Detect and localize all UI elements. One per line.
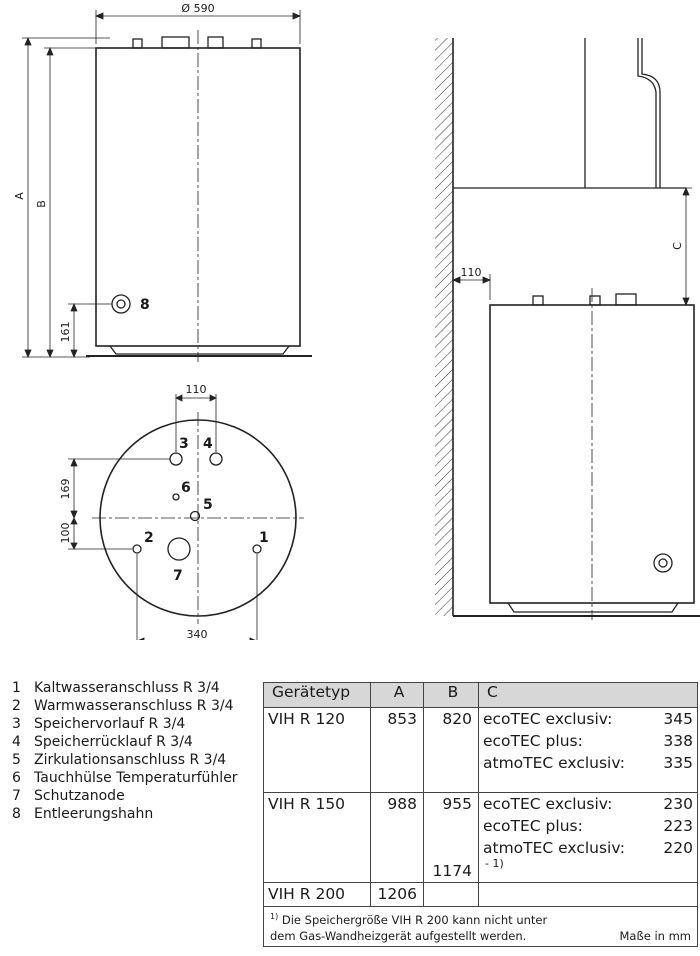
dim-offset-169: 169	[59, 478, 72, 500]
side-view	[435, 38, 700, 620]
cell-type: VIH R 150	[264, 793, 371, 883]
cell-type: VIH R 120	[264, 708, 371, 793]
legend-item: 6 Tauchhülse Temperaturfühler	[12, 770, 238, 786]
header-c: C	[479, 683, 698, 708]
dim-offset-100: 100	[59, 522, 72, 544]
legend-item: 5 Zirkulationsanschluss R 3/4	[12, 752, 227, 768]
marker-6: 6	[181, 480, 191, 496]
marker-8: 8	[140, 297, 150, 313]
dim-drain-height: 161	[59, 321, 72, 343]
table-footnote	[264, 907, 698, 947]
legend-item: 2 Warmwasseranschluss R 3/4	[12, 698, 234, 714]
footnote-ref: - 1)	[485, 857, 504, 870]
legend-item: 7 Schutzanode	[12, 788, 125, 804]
footnote-line1: Die Speichergröße VIH R 200 kann nicht unter	[281, 912, 548, 927]
dim-height-b: B	[35, 200, 48, 208]
table-row	[264, 883, 698, 907]
dim-clearance-c: C	[671, 242, 684, 250]
table-header	[264, 683, 698, 708]
table-row	[264, 793, 698, 883]
table-row	[264, 708, 698, 793]
legend-item: 1 Kaltwasseranschluss R 3/4	[12, 680, 220, 696]
cell-a: 988	[371, 793, 424, 883]
dim-top-spacing: 110	[185, 383, 207, 396]
dimension-table	[263, 682, 698, 947]
marker-5: 5	[203, 497, 213, 513]
header-a: A	[371, 683, 424, 708]
legend-item: 3 Speichervorlauf R 3/4	[12, 716, 186, 732]
dim-height-a: A	[13, 192, 26, 200]
dim-wall-gap: 110	[460, 266, 482, 279]
header-type: Gerätetyp	[264, 683, 371, 708]
marker-3: 3	[179, 436, 189, 452]
header-b: B	[424, 683, 479, 708]
footnote-line2: dem Gas-Wandheizgerät aufgestellt werden.	[270, 928, 527, 943]
marker-1: 1	[259, 530, 269, 546]
cell-c: ecoTEC exclusiv: 345 ecoTEC plus: 338 atmoTEC exclusiv: 335	[479, 708, 698, 793]
marker-4: 4	[203, 436, 213, 452]
dim-diameter: Ø 590	[181, 2, 215, 15]
cell-b-r200: 1174	[432, 862, 472, 880]
dim-base-width: 340	[186, 628, 208, 640]
marker-2: 2	[144, 530, 154, 546]
side-dimensions	[453, 188, 692, 305]
cell-a: 1206	[371, 883, 424, 907]
footnote-mark: 1)	[270, 912, 279, 921]
legend-item: 4 Speicherrücklauf R 3/4	[12, 734, 193, 750]
cell-b: 955 1174	[424, 793, 479, 883]
front-view	[86, 30, 312, 362]
cell-a: 853	[371, 708, 424, 793]
cell-b: 820	[424, 708, 479, 793]
legend-list	[12, 679, 262, 823]
marker-7: 7	[173, 568, 183, 584]
front-dimensions	[22, 10, 300, 357]
top-dimensions	[68, 394, 257, 640]
units-note: Maße in mm	[619, 928, 691, 943]
cell-type: VIH R 200	[264, 883, 371, 907]
top-view	[92, 412, 304, 624]
cell-c: ecoTEC exclusiv: 230 ecoTEC plus: 223 atmoTEC exclusiv: 220 - 1)	[479, 793, 698, 883]
legend-item: 8 Entleerungshahn	[12, 806, 154, 822]
